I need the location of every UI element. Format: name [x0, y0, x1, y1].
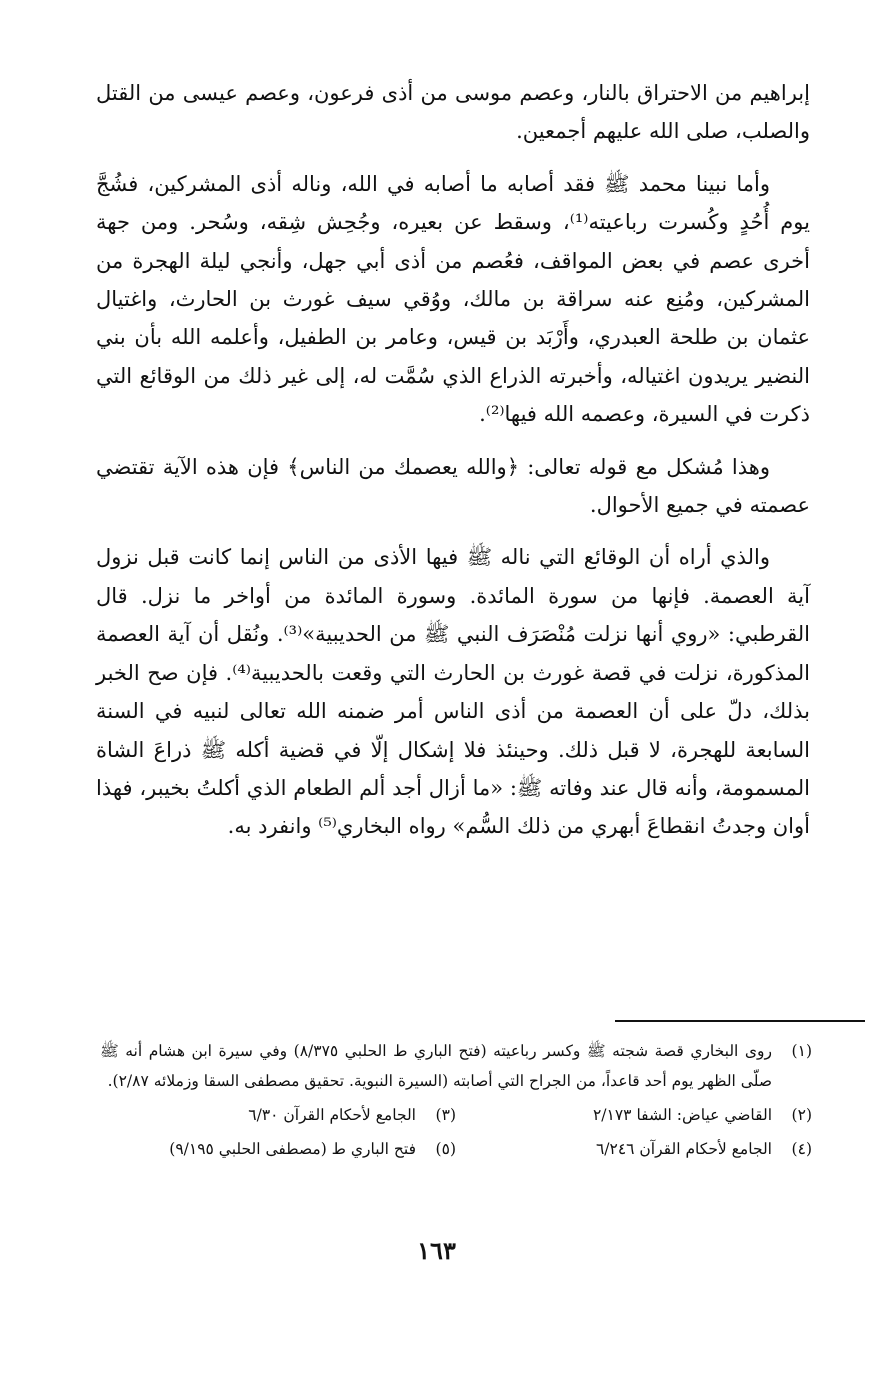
- footnote-2: [456, 1100, 812, 1130]
- footnote-number: (٥): [435, 1140, 456, 1158]
- footnote-1: [100, 1036, 812, 1096]
- footnotes: [100, 1036, 812, 1164]
- footnote-divider: [615, 1020, 865, 1022]
- footnote-number: (٢): [791, 1106, 812, 1124]
- footnote-number: (١): [791, 1042, 812, 1060]
- footnote-text: الجامع لأحكام القرآن ٦/٣٠: [248, 1106, 416, 1124]
- footnote-3: [100, 1100, 456, 1130]
- paragraph-3: وهذا مُشكل مع قوله تعالى: ﴿والله يعصمك من الناس﴾ فإن هذه الآية تقتضي عصمته في جميع الأحوال.: [96, 454, 810, 518]
- footnote-text: الجامع لأحكام القرآن ٦/٢٤٦: [595, 1140, 772, 1158]
- footnote-number: (٣): [435, 1106, 456, 1124]
- paragraph-2: وأما نبينا محمد ﷺ فقد أصابه ما أصابه في الله، وناله أذى المشركين، فشُجَّ يوم أُحُدٍ وكُسرت رباعيته⁽¹⁾، وسقط عن بعيره، وجُحِش شِقه، وسُحر. ومن جهة أخرى عصم في بعض المواقف، فعُصم من أذى أبي جهل، وأنجي ليلة الهجرة من المشركين، ومُنِع عنه سراقة بن مالك، ووُقي سيف غورث بن الحارث، واغتيال عثمان بن طلحة العبدري، وأَرْبَد بن قيس، وعامر بن الطفيل، وأعلمه الله بأن بني النضير يريدون اغتياله، وأخبرته الذراع الذي سُمَّت له، إلى غير ذلك من الوقائع التي ذكرت في السيرة، وعصمه الله فيها⁽²⁾.: [96, 171, 810, 427]
- page-number: ١٦٣: [417, 1236, 456, 1265]
- footnote-number: (٤): [791, 1140, 812, 1158]
- footnote-4: [456, 1134, 812, 1164]
- footnote-text: فتح الباري ط (مصطفى الحلبي ٩/١٩٥): [169, 1140, 416, 1158]
- paragraph-4: والذي أراه أن الوقائع التي ناله ﷺ فيها الأذى من الناس إنما كانت قبل نزول آية العصمة. فإنها من سورة المائدة. وسورة المائدة من أواخر ما نزل. قال القرطبي: «روي أنها نزلت مُنْصَرَف النبي ﷺ من الحديبية»⁽³⁾. ونُقل أن آية العصمة المذكورة، نزلت في قصة غورث بن الحارث التي وقعت بالحديبية⁽⁴⁾. فإن صح الخبر بذلك، دلّ على أن العصمة من أذى الناس أمر ضمنه الله تعالى لنبيه في السنة السابعة للهجرة، لا قبل ذلك. وحينئذ فلا إشكال إلّا في قضية أكله ﷺ ذراعَ الشاة المسمومة، وأنه قال عند وفاته ﷺ: «ما أزال أجد ألم الطعام الذي أكلتُ بخيبر، فهذا أوان وجدتُ انقطاعَ أبهري من ذلك السُّم» رواه البخاري⁽⁵⁾ وانفرد به.: [96, 545, 810, 839]
- footnote-row-2-3: [100, 1100, 812, 1130]
- footnote-text: روى البخاري قصة شجته ﷺ وكسر رباعيته (فتح الباري ط الحلبي ٨/٣٧٥) وفي سيرة ابن هشام أنه ﷺ صلّى الظهر يوم أحد قاعداً، من الجراح التي أصابته (السيرة النبوية. تحقيق مصطفى السقا وزملائه ٢/٨٧).: [100, 1042, 772, 1090]
- main-text: [96, 74, 810, 860]
- paragraph-1: إبراهيم من الاحتراق بالنار، وعصم موسى من أذى فرعون، وعصم عيسى من القتل والصلب، صلى الله عليهم أجمعين.: [96, 81, 810, 144]
- footnote-text: القاضي عياض: الشفا ٢/١٧٣: [592, 1106, 772, 1124]
- footnote-5: [100, 1134, 456, 1164]
- footnote-row-4-5: [100, 1134, 812, 1164]
